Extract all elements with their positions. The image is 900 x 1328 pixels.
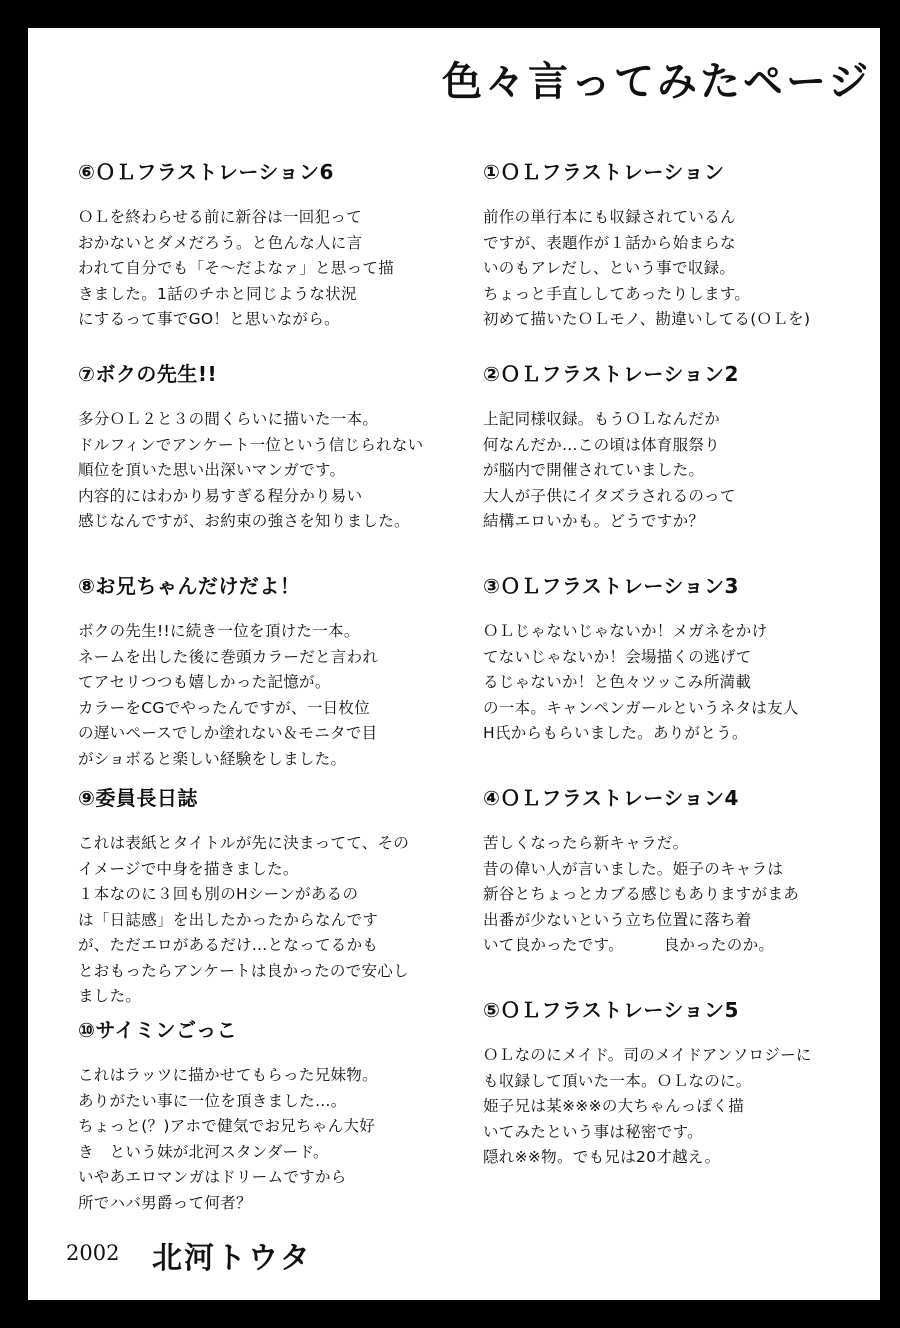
text-line: るじゃないか！と色々ツッこみ所満載 [483,673,752,691]
section-saimin-gokko [78,1014,378,1216]
text-line: ＯＬじゃないじゃないか！メガネをかけ [483,622,768,640]
section-heading: ⑦ボクの先生!! [78,362,218,386]
section-heading: ⑥ＯＬフラストレーション6 [78,160,334,184]
text-line: きました。1話のチホと同じような状況 [78,284,357,303]
text-line: 順位を頂いた思い出深いマンガです。 [78,461,346,479]
text-line: 内容的にはわかり易すぎる程分かり易い [78,486,363,505]
text-line: 大人が子供にイタズラされるのって [483,486,736,505]
section-boku-no-sensei [78,358,423,535]
section-body [483,619,799,747]
section-heading: ②ＯＬフラストレーション2 [483,362,739,386]
text-line: おかないとダメだろう。と色んな人に言 [78,233,363,252]
text-line: 姫子兄は某※※※の大ちゃんっぽく描 [483,1097,745,1115]
section-ol-frustration-4 [483,782,799,959]
section-heading: ⑤ＯＬフラストレーション5 [483,998,739,1022]
text-line: これは表紙とタイトルが先に決まってて、その [78,834,410,852]
section-heading: ④ＯＬフラストレーション4 [483,786,739,810]
page [28,28,880,1300]
text-line: ドルフィンでアンケート一位という信じられない [78,435,424,454]
text-line: ボクの先生!!に続き一位を頂けた一本。 [78,622,360,640]
section-body [78,407,423,535]
text-line: これはラッツに描かせてもらった兄妹物。 [78,1066,378,1084]
text-line: 昔の偉い人が言いました。姫子のキャラは [483,859,784,878]
section-body [78,619,378,772]
text-line: １本なのに３回も別のHシーンがあるの [78,885,359,903]
text-line: イメージで中身を描きました。 [78,859,299,878]
section-ol-frustration-1 [483,156,810,333]
text-line: 結構エロいかも。どうですか？ [483,512,705,530]
text-line: てないじゃないか！会場描くの逃げて [483,647,752,666]
section-body [78,205,394,333]
section-body [483,205,810,333]
section-oniichan-dake-dayo [78,570,378,772]
text-line: ちょっと手直ししてあったりします。 [483,284,751,303]
text-line: にするって事でGO！と思いながら。 [78,310,340,328]
section-heading: ①ＯＬフラストレーション [483,160,725,184]
section-body [483,407,739,535]
section-heading: ⑨委員長日誌 [78,786,198,810]
text-line: 苦しくなったら新キャラだ。 [483,834,689,852]
text-line: ちょっと(？)アホで健気でお兄ちゃん大好 [78,1117,376,1135]
text-line: ました。 [78,987,142,1005]
text-line: いて良かったです。 良かったのか。 [483,936,775,954]
text-line: ですが、表題作が１話から始まらな [483,233,736,252]
section-ol-frustration-2 [483,358,739,535]
text-line: とおもったらアンケートは良かったので安心し [78,961,409,980]
section-body [483,831,799,959]
text-line: いてみたという事は秘密です。 [483,1122,703,1141]
text-line: の遅いペースでしか塗れない＆モニタで目 [78,724,378,742]
text-line: き という妹が北河スタンダード。 [78,1142,329,1161]
text-line: 所でハバ男爵って何者？ [78,1193,252,1212]
footer-author: 北河トウタ [152,1241,312,1276]
text-line: 新谷とちょっとカブる感じもありますがまあ [483,885,800,903]
text-line: の一本。キャンペンガールというネタは友人 [483,698,799,717]
text-line: いのもアレだし、という事で収録。 [483,259,736,277]
text-line: H氏からもらいました。ありがとう。 [483,724,748,742]
section-heading: ⑧お兄ちゃんだけだよ！ [78,574,301,598]
text-line: 出番が少ないという立ち位置に落ち着 [483,910,752,929]
text-line: がショボると楽しい経験をしました。 [78,749,347,768]
text-line: てアセリつつも嬉しかった記憶が。 [78,673,331,691]
text-line: われて自分でも「そ～だよなァ」と思って描 [78,259,395,277]
text-line: 隠れ※※物。でも兄は20才越え。 [483,1148,721,1166]
section-body [483,1043,812,1171]
text-line: いやあエロマンガはドリームですから [78,1168,347,1186]
page-title: 色々言ってみたページ [442,59,872,105]
text-line: が脳内で開催されていました。 [483,461,705,479]
text-line: 上記同様収録。もうＯＬなんだか [483,410,721,428]
section-iinchou-nisshi [78,782,409,1010]
text-line: は「日誌感」を出したかったからなんです [78,910,379,929]
section-ol-frustration-3 [483,570,799,747]
section-ol-frustration-5 [483,994,812,1171]
section-body [78,831,409,1010]
section-body [78,1063,378,1216]
text-line: ＯＬを終わらせる前に新谷は一回犯って [78,208,362,226]
text-line: ＯＬなのにメイド。司のメイドアンソロジーに [483,1046,812,1064]
text-line: ありがたい事に一位を頂きました…。 [78,1091,347,1110]
section-heading: ⑩サイミンごっこ [78,1018,238,1042]
text-line: 感じなんですが、お約束の強さを知りました。 [78,512,410,530]
text-line: 初めて描いたＯＬモノ、勘違いしてる(ＯＬを) [483,310,811,328]
text-line: 前作の単行本にも収録されているん [483,208,736,226]
text-line: ネームを出した後に巻頭カラーだと言われ [78,647,379,666]
section-heading: ③ＯＬフラストレーション3 [483,574,739,598]
section-ol-frustration-6 [78,156,394,333]
text-line: 多分ＯＬ２と３の間くらいに描いた一本。 [78,410,379,428]
text-line: 何なんだか…この頃は体育服祭り [483,435,721,454]
footer-year: 2002 [66,1241,120,1265]
text-line: が、ただエロがあるだけ…となってるかも [78,936,379,954]
text-line: も収録して頂いた一本。ＯＬなのに。 [483,1071,752,1090]
text-line: カラーをCGでやったんですが、一日枚位 [78,698,371,717]
